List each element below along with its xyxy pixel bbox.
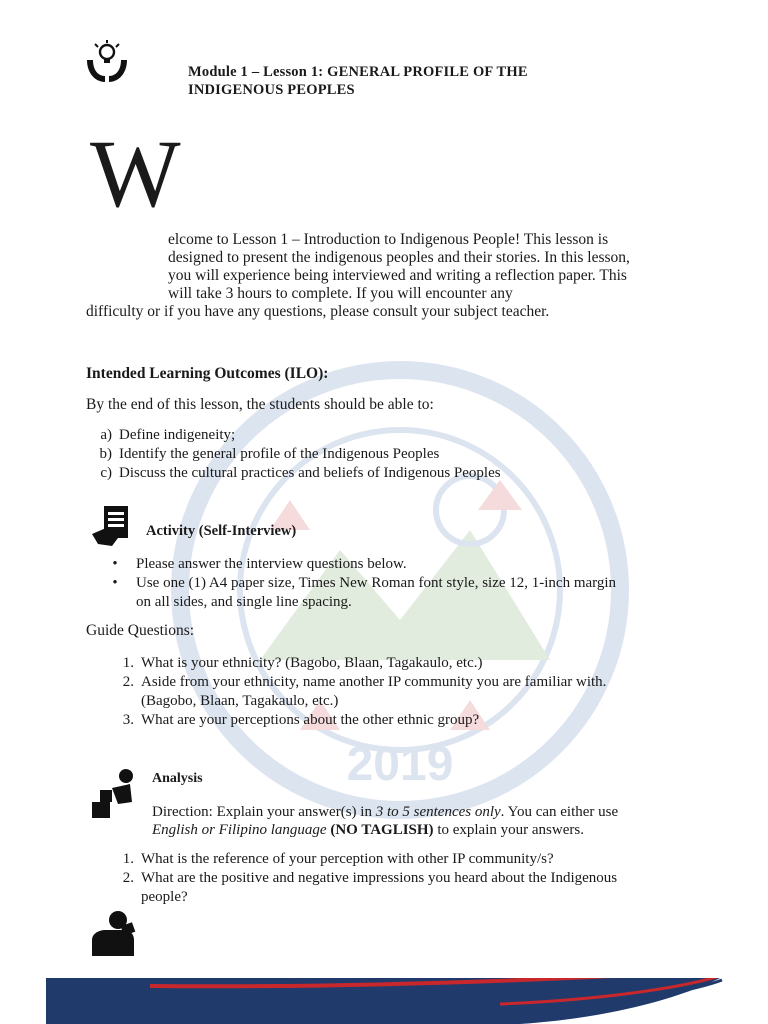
analysis-heading: Analysis [152,771,203,786]
thinking-person-icon [90,768,138,820]
analysis-question-continued: people? [141,889,188,905]
guide-question-continued: (Bagobo, Blaan, Tagakaulo, etc.) [141,693,339,709]
activity-bullet: • Use one (1) A4 paper size, Times New Roman font style, size 12, 1-inch margin [112,575,617,591]
activity-bullet-continued: on all sides, and single line spacing. [136,594,352,610]
analysis-direction: Direction: Explain your answer(s) in 3 to 5 sentences only. You can either use [152,804,619,820]
ilo-lead: By the end of this lesson, the students should be able to: [86,396,434,413]
intro-line: elcome to Lesson 1 – Introduction to Indigenous People! This lesson is [168,231,609,248]
guide-question: 1. What is your ethnicity? (Bagobo, Blaan, Tagakaulo, etc.) [122,655,483,671]
guide-question: 2. Aside from your ethnicity, name another IP community you are familiar with. [122,674,607,690]
ilo-heading: Intended Learning Outcomes (ILO): [86,365,329,382]
activity-bullets [104,555,704,612]
hands-lightbulb-logo-icon [84,40,130,84]
analysis-question: 1. What is the reference of your perception with other IP community/s? [122,851,554,867]
person-reading-icon [88,910,138,956]
ilo-item: b) Identify the general profile of the Indigenous Peoples [99,446,440,462]
guide-questions-list [108,654,708,730]
intro-line: will take 3 hours to complete. If you will encounter any [168,285,513,302]
guide-questions-label: Guide Questions: [86,622,195,639]
intro-line: you will experience being interviewed and writing a reflection paper. This [168,267,627,284]
ilo-item: c) Discuss the cultural practices and beliefs of Indigenous Peoples [100,465,501,481]
analysis-direction-cont: English or Filipino language (NO TAGLISH) to explain your answers. [152,822,584,838]
lesson-title-line-1: Module 1 – Lesson 1: GENERAL PROFILE OF THE [188,64,528,80]
document-hand-icon [90,504,134,548]
ilo-list [86,426,686,483]
intro-dropcap: W [90,120,181,227]
footer-decorative-band [0,978,768,1024]
activity-heading: Activity (Self-Interview) [146,523,297,539]
analysis-questions-list [108,850,708,907]
guide-question: 3. What are your perceptions about the other ethnic group? [122,712,480,728]
lesson-title-line-2: INDIGENOUS PEOPLES [188,82,355,98]
svg-text:2019: 2019 [346,738,454,791]
ilo-item: a) Define indigeneity; [100,427,236,443]
intro-line: designed to present the indigenous peoples and their stories. In this lesson, [168,249,630,266]
intro-line: difficulty or if you have any questions, please consult your subject teacher. [86,303,550,320]
analysis-question: 2. What are the positive and negative impressions you heard about the Indigenous [122,870,618,886]
activity-bullet: • Please answer the interview questions below. [112,556,407,572]
